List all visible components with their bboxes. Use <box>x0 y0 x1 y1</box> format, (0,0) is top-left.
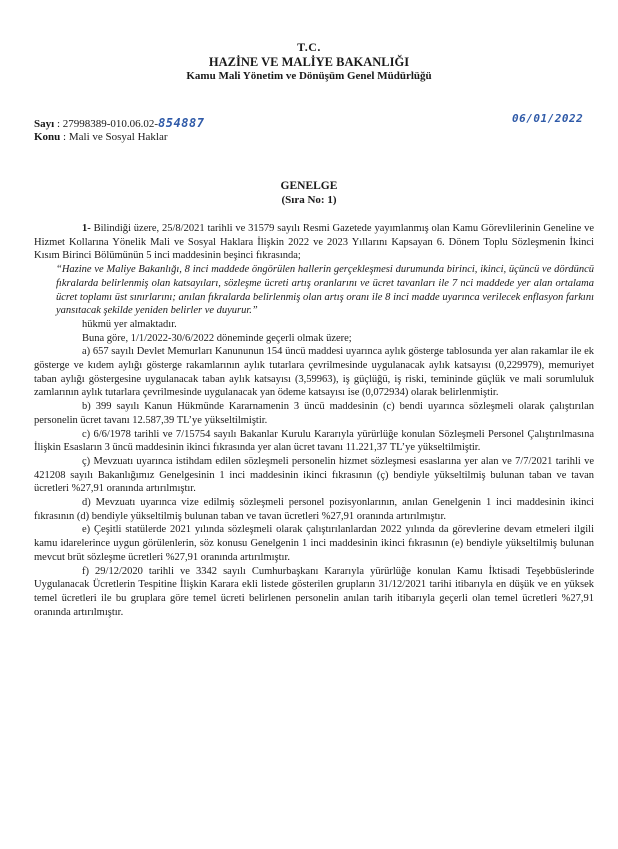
item-b: b) 399 sayılı Kanun Hükmünde Kararnamenin 3 üncü maddesinin (c) bendi uyarınca sözleşmeli olarak çalıştırılan personelin ücret tavanı 12.587,39 TL’ye yükseltilmiştir. <box>34 401 594 426</box>
paragraph-1-text: Bilindiği üzere, 25/8/2021 tarihli ve 31579 sayılı Resmi Gazetede yayımlanmış olan Kamu Görevlilerinin Geneline ve Hizmet Kollarına Yönelik Mali ve Sosyal Haklara İlişkin 2022 ve 2023 Yıllarını Kapsayan 6. Dönem Toplu Sözleşmenin İkinci Kısım Birinci Bölümünün 5 inci maddesinin beşinci fıkrasında; <box>34 223 594 262</box>
item-e: e) Çeşitli statülerde 2021 yılında sözleşmeli olarak çalıştırılanlardan 2022 yılında da görevlerine devam etmeleri ilgili kamu idarelerince uygun görülenlerin, söz konusu Genelgenin 1 inci maddesinin ikinci fıkrasının (e) bendiyle yükseltilmiş bulunan mevcut brüt sözleşme ücretleri %27,91 oranında artırılmıştır. <box>34 524 594 563</box>
konu-value: : Mali ve Sosyal Haklar <box>63 131 168 143</box>
sayi-label: Sayı <box>34 118 55 130</box>
header-tc: T.C. <box>297 40 321 54</box>
document-subtitle: (Sıra No: 1) <box>281 194 337 206</box>
item-cc: ç) Mevzuatı uyarınca istihdam edilen sözleşmeli personelin hizmet sözleşmesi esaslarına yer alan ve 7/7/2021 tarihli ve 421208 sayılı Bakanlığımız Genelgesinin 1 inci maddesinin ikinci fıkrasının (ç) bendiyle yükseltilmiş bulunan taban ve tavan ücretleri %27,91 oranında artırılmıştır. <box>34 455 594 495</box>
sayi-value: : 27998389-010.06.02- <box>56 118 159 130</box>
paragraph-buna-gore: Buna göre, 1/1/2022-30/6/2022 döneminde geçerli olmak üzere; <box>82 332 352 344</box>
quoted-provision: “Hazine ve Maliye Bakanlığı, 8 inci maddede öngörülen hallerin gerçekleşmesi durumunda birinci, ikinci, üçüncü ve dördüncü fıkralarda belirlenmiş olan katsayıları, sözleşme ücreti artış oranlarını ve ücret tavanları ile 7 nci maddede yer alan ortalama ücret toplamı üst sınırlarını; anılan fıkralarda belirlenmiş olan artış oranı ile 8 inci madde uyarınca verilecek enflasyon farkını yansıtacak şekilde yeniden belirler ve duyurur.” <box>56 264 594 317</box>
item-d: d) Mevzuatı uyarınca vize edilmiş sözleşmeli personel pozisyonlarının, anılan Genelgenin 1 inci maddesinin ikinci fıkrasının (d) bendiyle yükseltilmiş bulunan taban ve tavan ücretleri %27,91 oranında artırılmıştır. <box>34 497 594 522</box>
document-title: GENELGE <box>280 180 338 192</box>
konu-line <box>34 131 168 143</box>
sayi-line <box>34 116 204 130</box>
paragraph-hukmu: hükmü yer almaktadır. <box>82 318 177 330</box>
konu-label: Konu <box>34 131 61 143</box>
handwritten-date: 06/01/2022 <box>512 112 584 125</box>
item-f: f) 29/12/2020 tarihli ve 3342 sayılı Cumhurbaşkanı Kararıyla yürürlüğe konulan Kamu İktisadi Teşebbüslerinde Uygulanacak Ücretlerin Tespitine İlişkin Karara ekli listede gösterilen grupların 31/12/2021 tarihi itibarıyla en düşük ve en yüksek temel ücretleri ile bu gruplara göre temel ücreti belirlenen personelin anılan tarih itibarıyla geçerli olan temel ücretleri %27,91 oranında artırılmıştır. <box>34 565 594 618</box>
header-directorate: Kamu Mali Yönetim ve Dönüşüm Genel Müdürlüğü <box>186 70 432 82</box>
paragraph-1 <box>34 222 594 263</box>
header-ministry: HAZİNE VE MALİYE BAKANLIĞI <box>208 55 410 69</box>
item-c: c) 6/6/1978 tarihli ve 7/15754 sayılı Bakanlar Kurulu Kararıyla yürürlüğe konulan Sözleşmeli Personel Çalıştırılmasına İlişkin Esasların 3 üncü maddesinin ikinci fıkrasında yer alan ücret tavanı 11.221,37 TL’ye yükseltilmiştir. <box>34 428 594 454</box>
document-body <box>34 222 594 619</box>
item-a: a) 657 sayılı Devlet Memurları Kanununun 154 üncü maddesi uyarınca aylık gösterge tablosunda yer alan rakamlar ile ek gösterge ve kıdem aylığı gösterge rakamlarının aylık tutarlara çevrilmesinde uygulanacak aylık katsayısı (0,229979), memuriyet taban aylığı göstergesine uygulanacak taban aylık katsayısı (3,59963), iş güçlüğü, iş riski, temininde güçlük ve mali sorumluluk zamlarının aylık tutarlara çevrilmesinde uygulanacak yan ödeme katsayısı ise (0,072934) olarak belirlenmiştir. <box>34 346 594 399</box>
sayi-handwritten: 854887 <box>158 116 205 130</box>
paragraph-1-number: 1- <box>82 223 91 234</box>
